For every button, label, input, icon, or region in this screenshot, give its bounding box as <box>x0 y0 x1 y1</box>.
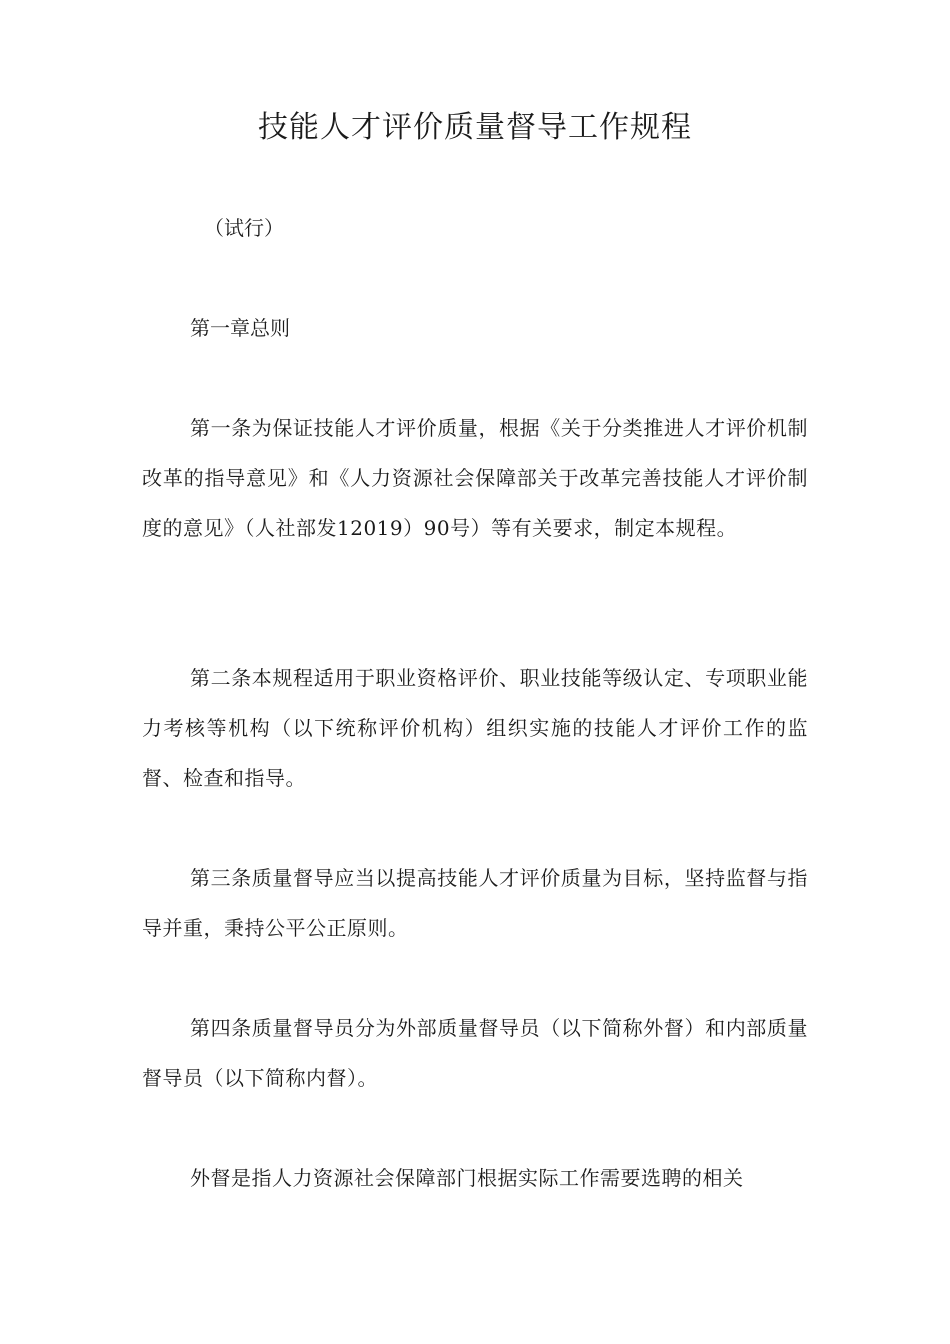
article-4-paragraph: 第四条质量督导员分为外部质量督导员（以下简称外督）和内部质量督导员（以下简称内督）。 <box>142 1016 808 1090</box>
document-subtitle: （试行） <box>204 216 284 240</box>
article-2-paragraph: 第二条本规程适用于职业资格评价、职业技能等级认定、专项职业能力考核等机构（以下统称评价机构）组织实施的技能人才评价工作的监督、检查和指导。 <box>142 666 808 790</box>
article-1-paragraph: 第一条为保证技能人才评价质量，根据《关于分类推进人才评价机制改革的指导意见》和《人力资源社会保障部关于改革完善技能人才评价制度的意见》（人社部发12019）90号）等有关要求，制定本规程。 <box>142 416 808 540</box>
document-title: 技能人才评价质量督导工作规程 <box>258 110 692 145</box>
chapter-heading: 第一章总则 <box>190 316 290 340</box>
article-3-paragraph: 第三条质量督导应当以提高技能人才评价质量为目标，坚持监督与指导并重，秉持公平公正原则。 <box>142 866 808 940</box>
external-supervisor-paragraph: 外督是指人力资源社会保障部门根据实际工作需要选聘的相关 <box>190 1166 744 1190</box>
